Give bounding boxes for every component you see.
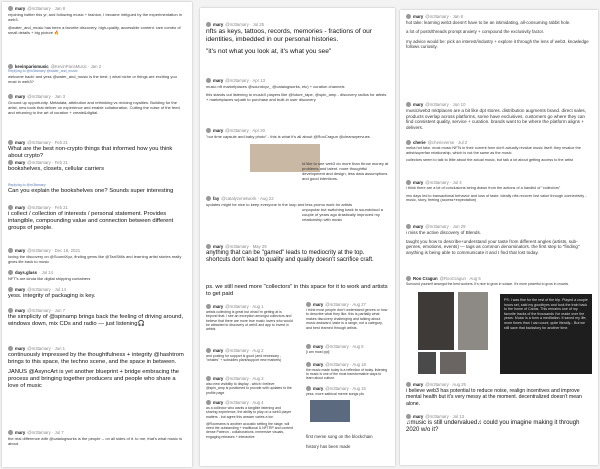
tweet[interactable] — [296, 160, 395, 181]
video-thumbnail[interactable] — [310, 400, 350, 422]
avatar — [8, 160, 13, 165]
avatar — [8, 205, 13, 210]
avatar — [8, 287, 13, 292]
tweet[interactable]: mary @m3tamary · Jun 1 continuously impressed by the thoughtfulness + integrity @hashtrom brings to this space, the techno scene, and the space in between. JANUS @AsyncArt is yet another blueprint + bridge embracing the process and bringing together producers and people who share a love of music — [2, 346, 192, 390]
tweet-text: unpopular but switching back to soundcloud a couple of years ago drastically improved my relationship with music — [302, 207, 383, 222]
photo[interactable] — [418, 292, 454, 350]
tweet-text: "it's not what you look at, it's what you see" — [206, 48, 332, 55]
tweet-text: rejoining twitter this yr, and following music + fashion, I became intrigued by the experimentation in web3. — [8, 12, 182, 22]
tweet[interactable]: mary @m3tamary · Apr 20 "our time capsule and baby photo" - this is what it's all about @RooCragun @cleanwpervues — [200, 128, 395, 139]
tweet-text: ♫music is still undervalued♫ could you imagine making it through 2020 w/o it? — [406, 420, 580, 434]
avatar — [206, 304, 211, 309]
avatar — [406, 180, 411, 185]
tweet-text: the simplicity of @spinamp brings back the feeling of driving around, windows down, mix CDs and radio — just listening🎧 — [8, 314, 184, 327]
tweet-text: yess. integrity of packaging is key. — [8, 293, 96, 299]
tweet-text: history has been made — [306, 444, 351, 449]
photo[interactable] — [440, 352, 466, 374]
avatar — [206, 376, 211, 381]
tweet-text: [i am most ppl] — [306, 350, 330, 354]
avatar — [206, 22, 211, 27]
avatar — [206, 78, 211, 83]
screenshot-column-1 — [2, 2, 192, 467]
tweet-text: nfts as keys, tattoos, records, memories - fractions of our identities, imbedded in our personal histories. — [206, 28, 373, 43]
tweet-text: i miss the active discovery of Blends. — [406, 230, 482, 235]
tweet[interactable]: mary @m3tamary · Feb 21 bookshelves, closets, cellular carriers — [2, 160, 192, 173]
tweet-text: meba hot take. most music NFTs in their current form don't actually revalue music itself. they revalue the artist/superfan relationship, which is not the same as the music — [406, 146, 581, 155]
avatar — [206, 348, 211, 353]
tweet[interactable]: mary @m3tamary · Jan 8 hot take: learning web3 doesn't have to be an intimidating, all-consuming rabbit hole. a lot of posts/threads prompt anxiety + compound the exclusivity factor. my advice would be: pick an interest/industry + explore it through the lens of web3. knowledge follows curiosity. — [400, 14, 598, 50]
tweet-text: first meme song on the blockchain — [306, 434, 373, 439]
tweet[interactable]: mary @m3tamary · Jun 29 i miss the active discovery of Blends. taught you how to describe+understand your taste from different angles (artists, sub-genres, emotions, events) — tags as common denominators. the first step to "finding" anything is being able to communicate it and I find that lost today. — [400, 224, 598, 255]
avatar — [306, 386, 311, 391]
tweet[interactable]: mary @m3tamary · Jan 8 rejoining twitter this yr, and following music + fashion, I became intrigued by the experimentation in web3. @water_and_music has been a favorite discovery. high-quality, accessible content. rare combo of small details + big picture 🔥 — [2, 6, 192, 35]
avatar — [8, 430, 13, 435]
tweet[interactable]: cherie @cherieverse · Jul 2 meba hot take. most music NFTs in their current form don't actually revalue music itself. they revalue the artist/superfan relationship, which is not the same as the music collectors seem to talk to little about the actual music, but talk a lot about getting access to the artist — [400, 140, 598, 163]
avatar — [406, 140, 411, 145]
avatar — [406, 414, 411, 419]
tweet-text: as a collector who wants a tangible listening and sharing experience, the ability to play on a web3 player matters - but agree this answer varies a ton — [206, 406, 292, 419]
tweet[interactable]: mary @m3tamary · Jul 14 yess. integrity of packaging is key. — [2, 287, 192, 300]
tweet[interactable]: mary @m3tamary · Aug 5 [i am most ppl] — [300, 344, 395, 355]
tweet[interactable]: mary @m3tamary · Aug 18 the music made today is a reflection of today. listening to music is one of the most transformative ways to learn about culture. — [306, 362, 388, 381]
tweet-text: ps. we still need more "collectors" in this space for it to work and artists to get paid — [206, 284, 388, 297]
avatar — [406, 102, 411, 107]
avatar — [8, 270, 13, 275]
tweet-text: hot take: learning web3 doesn't have to be an intimidating, all-consuming rabbit hole. — [406, 20, 571, 25]
tweet-text: also new visibility to display - which i believe @spin_amp is positioned to provide with updates to the profile page — [206, 382, 292, 395]
tweet-text: @water_and_music has been a favorite discovery. high-quality, accessible content. rare combo of small details + big picture 🔥 — [8, 25, 181, 35]
tweet[interactable]: mary @m3tamary · Dec 18, 2021 loving the discovery on @SoundXyz, finding gems like @TaxiStills and learning artist stories really gives life back to music — [2, 248, 192, 264]
reply-context: Replying to @m3tamary @water_and_music — [8, 69, 78, 73]
tweet[interactable] — [2, 183, 192, 195]
tweet-text: bookshelves, closets, cellular carriers — [8, 166, 105, 172]
tweet[interactable]: mary @m3tamary · May 29 anything that can be "gamed" leads to mediocrity at the top. shortcuts don't lead to quality and quality doesn't sacrifice craft. — [200, 244, 395, 264]
tweet[interactable]: mary @m3tamary · Aug 15 yess. more satirical meme songs pls — [300, 386, 395, 397]
reply-context: Replying to @m3tamary — [8, 183, 46, 187]
tweet[interactable]: days.glass · Jul 14 NFT's are kinda like digital shipping containers — [2, 270, 192, 281]
avatar — [8, 6, 13, 11]
avatar — [8, 140, 13, 145]
tweet[interactable]: mary @m3tamary · Aug 25 i believe web3 has potential to reduce noise, realign incentives and improve mental health but it's very messy at the moment. decentralized doesn't mean alone. — [400, 382, 598, 407]
tweet-text: imo days led to transactional behavior and loss of taste. ideally nfts recover lost value through connectivity - music, story, feeling (access+expectation) — [406, 193, 587, 203]
screenshot-column-2 — [200, 8, 395, 466]
tweet[interactable]: mary @m3tamary · Jun 10 music/web3 mktplaces are a bit like dpt stores. distribution augments brand. direct sales, products overlap across platforms, some have exclusives. customers go where they can find consistent quality, service + curation. brands want to be where the platform aligns + delivers. — [400, 102, 598, 130]
tweet-text: NFT's are kinda like digital shipping containers — [8, 276, 91, 281]
avatar — [406, 382, 411, 387]
avatar — [206, 244, 211, 249]
tweet-text: i think most people don't understand genres or how to describe what they like. this is partially what makes discovery challenging and talking about music awkward. taste is a range, not a category, and best learned through artists. — [306, 308, 388, 330]
avatar — [8, 248, 13, 253]
tweet[interactable]: mary @m3tamary · Jun 7 the simplicity of @spinamp brings back the feeling of driving around, windows down, mix CDs and radio — just listening🎧 — [2, 308, 192, 328]
screenshot-column-3 — [400, 10, 598, 465]
tweet-text: loving the discovery on @SoundXyz, finding gems like @TaxiStills and learning artist stories really gives life back to music — [8, 254, 182, 264]
tweet-text: i collect / collection of interests / personal statement. Provides intangible, compounding value and connection between different groups of people. — [8, 211, 174, 231]
avatar — [8, 94, 13, 99]
avatar — [206, 400, 211, 405]
tweet-text: the real difference with @catalogworks is the people -- on all sides of it. to me, that's what music is about. — [8, 436, 182, 446]
tweet[interactable] — [200, 283, 395, 298]
tweet[interactable]: mary @m3tamary · Aug 2 and posting for support is good (and necessary - "whales" + subsidies plant/support new markets) — [200, 348, 299, 363]
tweet-text: anything that can be "gamed" leads to mediocrity at the top. shortcuts don't lead to quality and quality doesn't sacrifice craft. — [206, 250, 374, 263]
tweet-text: "our time capsule and baby photo" - this is what it's all about @RooCragun @cleanwpervues — [206, 134, 370, 139]
tweet-text: and posting for support is good (and necessary - "whales" + subsidies plant/support new markets) — [206, 354, 282, 363]
tweet[interactable]: mary @m3tamary · Feb 21 i collect / collection of interests / personal statement. Provides intangible, compounding value and connection between different groups of people. — [2, 205, 192, 232]
tweet[interactable]: mary @m3tamary · Aug 1 artists collecting is great but what i'm getting at is beyond that. i see an exception amongst collectors and believe that there are more true music lovers who would be attracted to discovery of web3 and app to invest in artists — [206, 304, 293, 332]
tweet[interactable]: mary @m3tamary · Feb 21 What are the best non-crypto things that informed how you think about crypto? — [2, 140, 192, 160]
note-text: PS: I was fine for the rest of the trip. Played a couple hours set, said my goodbyes and took the train back to the home of Carlos. This remains one of my favorite tracks of the thousands i've made over the years. Music is a form a meditation. It saved my life, more times than I can count, quite literally... But we still save that backstory for another time. — [504, 298, 588, 330]
tweet[interactable]: Roo Cragun @RooCragun · Aug 5 Surround yourself amongst the best workers. It's nice to grow in solace. It's more powerful to grow in crowds. — [400, 276, 598, 286]
avatar — [406, 14, 411, 19]
note-screenshot[interactable] — [500, 294, 592, 374]
avatar — [406, 276, 411, 281]
tweet[interactable] — [300, 433, 395, 449]
avatar — [8, 308, 13, 313]
tweet-text: Surround yourself amongst the best workers. It's nice to grow in solace. It's more powerful to grow in crowds. — [406, 282, 569, 286]
tweet[interactable]: fay @catalyzenetwork · Aug 22 updates might be nice to keep everyone in the loop and less promo work for artists — [200, 196, 395, 207]
photo[interactable] — [458, 292, 488, 350]
avatar — [8, 346, 13, 351]
avatar — [206, 128, 211, 133]
avatar — [206, 196, 211, 201]
tweet-text: a lot of posts/threads prompt anxiety + compound the exclusivity factor. — [406, 29, 545, 35]
tweet-text: i believe web3 has potential to reduce noise, realign incentives and improve mental health but it's very messy at the moment. decentralized doesn't mean alone. — [406, 388, 582, 407]
tweet[interactable]: kevinparismusic @KevinParisMusic · Jan 2 Replying to @m3tamary @water_and_music welcome back! and yess @water_and_music is the best :) what niche or things are exciting you most in web3? — [2, 64, 192, 84]
tweet-text: yess. more satirical meme songs pls — [306, 392, 364, 396]
tweet-text: continuously impressed by the thoughtfulness + integrity @hashtrom brings to this space, the techno scene, and the space in between. — [8, 352, 184, 365]
tweet[interactable]: mary @m3tamary · Jan 3 Ground up opportunity. Metadata, attribution and rethinking vs redoing royalties. Building for the artist, new tools that deliver on experience and enable collaboration. Cutting the noise of the feed and returning to the art of curation + create&digital. — [2, 94, 192, 115]
tweet-text: Ground up opportunity. Metadata, attribution and rethinking vs redoing royalties. Building for the artist, new tools that deliver on experience and enable collaboration. Cutting the noise of the feed and returning to the art of curation + create&digital. — [8, 100, 180, 115]
tweet[interactable]: mary @m3tamary · Jul 7 the real difference with @catalogworks is the people -- on all sides of it. to me, that's what music is about. — [2, 430, 192, 446]
tweet[interactable]: mary @m3tamary · Aug 3 also new visibility to display - which i believe @spin_amp is positioned to provide with updates to the profile page — [206, 376, 292, 395]
tweet[interactable]: mary @m3tamary · Jul 25 nfts as keys, tattoos, records, memories - fractions of our identities, imbedded in our personal histories. "it's not what you look at, it's what you see" — [200, 22, 395, 56]
tweet-text: Id like to see web3 do more than throw money at problems and talent. more thoughtful development and design, less data assumptions and good intentions. — [302, 161, 389, 181]
tweet-text: updates might be nice to keep everyone in the loop and less promo work for artists — [206, 202, 353, 207]
tweet-text: @Rooreams is another acoustic setting the stage, will need the outstanding + traditional & NFTRP and content dense Patreon - collaborations, immersive visuals, engaging releases + interactive — [206, 421, 294, 439]
tweet-text: the music made today is a reflection of today. listening to music is one of the most transformative ways to learn about culture. — [306, 368, 388, 381]
tweet[interactable]: mary @m3tamary · Apr 13 music nft marketplaces @soundxyz_ @catalogworks, etc) + curation channels this stands out listening to musicX players like @future_tape, @spin_amp - discovery radios for artists + marketplaces w/path to purchase and built-in user discovery — [200, 78, 395, 102]
tweet-text: i think there are a lot of conclusions being drawn from the actions of a handful of "collectors" — [406, 186, 561, 190]
tweet-text: What are the best non-crypto things that informed how you think about crypto? — [8, 146, 173, 159]
tweet-text: music nft marketplaces @soundxyz_ @catalogworks, etc) + curation channels — [206, 84, 345, 89]
tweet-text: Can you explain the bookshelves one? Sounds super interesting — [8, 188, 174, 194]
tweet-text: welcome back! and yess @water_and_music is the best :) what niche or things are exciting you most in web3? — [8, 74, 177, 84]
photo[interactable] — [418, 352, 436, 374]
tweet-text: my advice would be: pick an interest/industry + explore it through the lens of web3. knowledge follows curiosity. — [406, 38, 589, 50]
tweet[interactable] — [296, 206, 395, 222]
tweet-text: music/web3 mktplaces are a bit like dpt stores. distribution augments brand. direct sales, products overlap across platforms, some have exclusives. customers go where they can find consistent quality, service + curation. brands want to be where the platform aligns + delivers. — [406, 108, 587, 130]
avatar — [306, 344, 311, 349]
tweet-text: collectors seem to talk to little about the actual music, but talk a lot about getting access to the artist — [406, 158, 573, 163]
tweet[interactable]: mary @m3tamary · Jul 13 ♫music is still undervalued♫ could you imagine making it through 2020 w/o it? — [400, 414, 598, 435]
tweet[interactable]: mary @m3tamary · Aug 27 i think most people don't understand genres or how to describe what they like. this is partially what makes discovery challenging and talking about music awkward. taste is a range, not a category, and best learned through artists. — [306, 302, 388, 330]
tweet[interactable]: mary @m3tamary · Aug 4 as a collector who wants a tangible listening and sharing experience, the ability to play on a web3 player matters - but agree this answer varies a ton @Rooreams is another acoustic setting the stage, will need the outstanding + traditional & NFTRP and content dense Patreon - collaborations, immersive visuals, engaging releases + interactive — [206, 400, 294, 439]
avatar — [406, 224, 411, 229]
tweet[interactable]: mary @m3tamary · Jul 4 i think there are a lot of conclusions being drawn from the actions of a handful of "collectors" imo days led to transactional behavior and loss of taste. ideally nfts recover lost value through connectivity - music, story, feeling (access+expectation) — [400, 180, 598, 203]
tweet-text: taught you how to describe+understand your taste from different angles (artists, sub-genres, emotions, events) — tags as common denominators. the first step to "finding" anything is being able to communicate it and I find that lost today. — [406, 238, 580, 255]
tweet-text: JANUS @AsyncArt is yet another blueprint + bridge embracing the process and bringing together producers and people who share a love of music — [8, 369, 180, 389]
tweet-text: this stands out listening to musicX players like @future_tape, @spin_amp - discovery radios for artists + marketplaces w/path to purchase and built-in user discovery — [206, 92, 387, 102]
tweet-text: artists collecting is great but what i'm getting at is beyond that. i see an exception amongst collectors and believe that there are more true music lovers who would be attracted to discovery of web3 and app to invest in artists — [206, 310, 293, 332]
avatar — [306, 302, 311, 307]
avatar — [306, 362, 311, 367]
